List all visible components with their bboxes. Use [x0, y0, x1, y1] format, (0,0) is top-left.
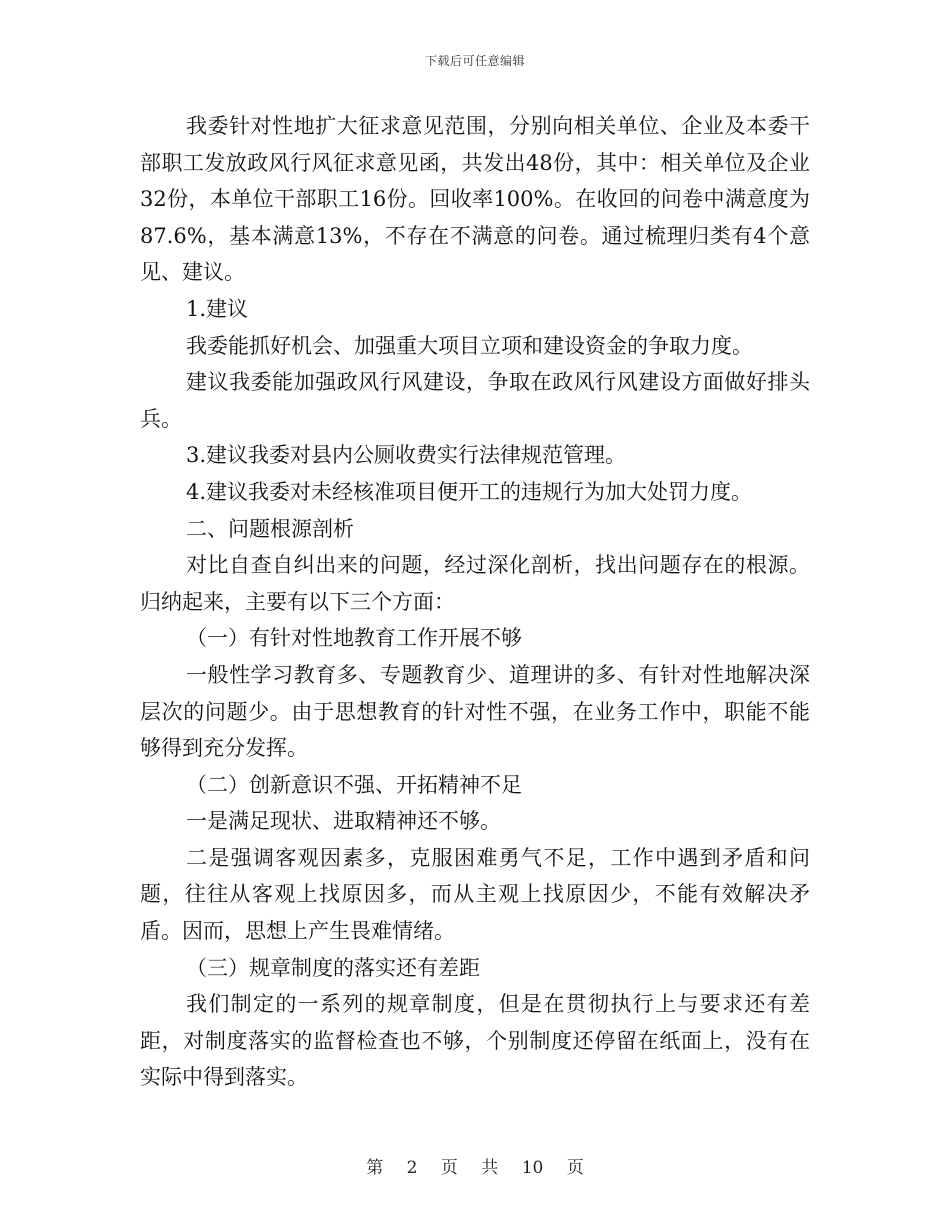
footer-label-page: 第: [366, 1158, 384, 1178]
subheading-2: （二）创新意识不强、开拓精神不足: [186, 772, 522, 797]
paragraph-item-2: 建议我委能加强政风行风建设，争取在政风行风建设方面做好排头兵。: [140, 370, 810, 431]
footer-total-pages: 10: [521, 1158, 544, 1178]
page-header: 下载后可任意编辑: [424, 54, 525, 68]
paragraph-item-1-detail: 我委能抓好机会、加强重大项目立项和建设资金的争取力度。: [186, 333, 753, 358]
paragraph-survey: 我委针对性地扩大征求意见范围，分别向相关单位、企业及本委干部职工发放政风行风征求意见函，共发出48份，其中：相关单位及企业32份，本单位干部职工16份。回收率100%。在收回的问卷中满意度为87.6%，基本满意13%，不存在不满意的问卷。通过梳理归类有4个意见、建议。: [140, 114, 810, 285]
paragraph-item-1: 1.建议: [186, 296, 249, 321]
subheading-1: （一）有针对性地教育工作开展不够: [186, 626, 522, 651]
paragraph-root-cause-intro: 对比自查自纠出来的问题，经过深化剖析，找出问题存在的根源。归纳起来，主要有以下三个方面：: [140, 553, 810, 614]
footer-current-page: 2: [406, 1158, 418, 1178]
paragraph-sub-2b: 二是强调客观因素多，克服困难勇气不足，工作中遇到矛盾和问题，往往从客观上找原因多，而从主观上找原因少，不能有效解决矛盾。因而，思想上产生畏难情绪。: [140, 845, 810, 944]
paragraph-sub-2a: 一是满足现状、进取精神还不够。: [186, 809, 501, 834]
subheading-3: （三）规章制度的落实还有差距: [186, 955, 480, 980]
section-heading-2: 二、问题根源剖析: [186, 516, 354, 541]
footer-label-ye2: 页: [566, 1158, 584, 1178]
paragraph-sub-1: 一般性学习教育多、专题教育少、道理讲的多、有针对性地解决深层次的问题少。由于思想教育的针对性不强，在业务工作中，职能不能够得到充分发挥。: [140, 662, 810, 761]
footer-label-total: 共: [481, 1158, 499, 1178]
document-body: [140, 108, 810, 1096]
footer-label-ye: 页: [440, 1158, 458, 1178]
paragraph-item-4: 4.建议我委对未经核准项目便开工的违规行为加大处罚力度。: [186, 479, 753, 504]
paragraph-item-3: 3.建议我委对县内公厕收费实行法律规范管理。: [186, 443, 627, 468]
page-footer: [0, 1153, 950, 1178]
paragraph-sub-3: 我们制定的一系列的规章制度，但是在贯彻执行上与要求还有差距，对制度落实的监督检查也不够，个别制度还停留在纸面上，没有在实际中得到落实。: [140, 992, 810, 1090]
